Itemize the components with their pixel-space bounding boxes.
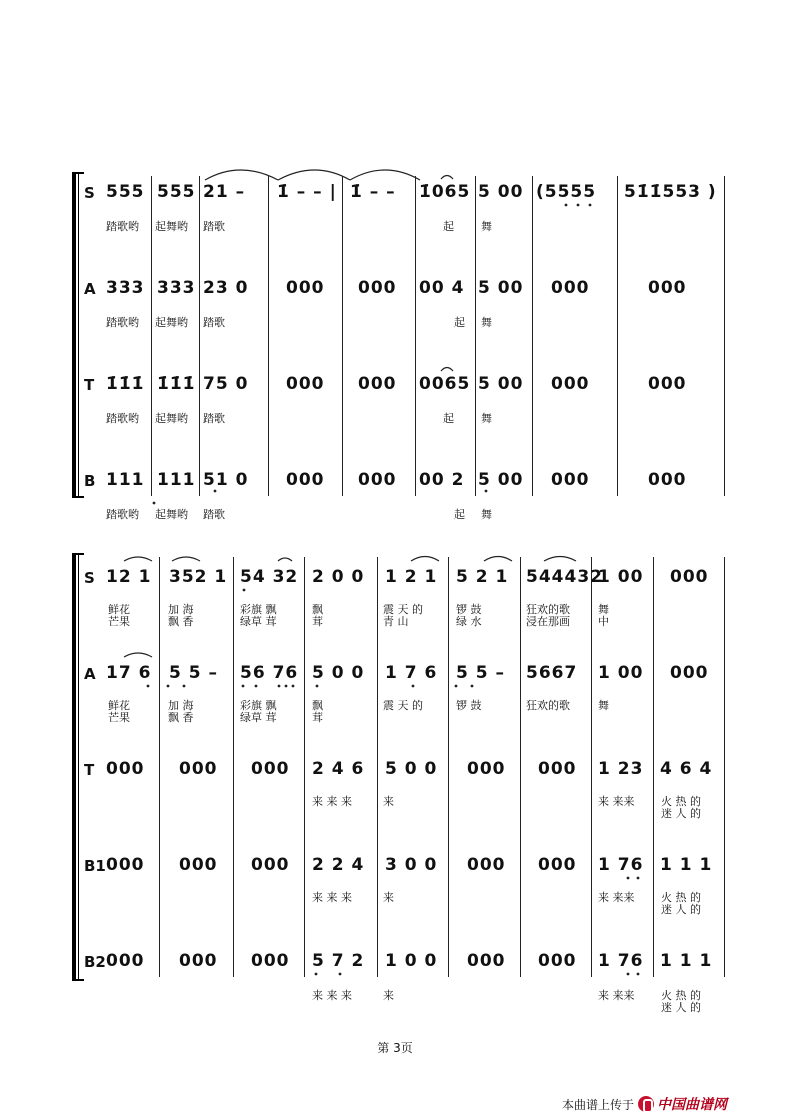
note-measure: 1 76 [598, 951, 644, 971]
lyric: 火 热 的 [661, 795, 701, 808]
note-measure: 000 [551, 374, 590, 394]
note-measure: 1 76 [598, 855, 644, 875]
note-measure: 000 [551, 470, 590, 490]
note-measure: 000 [538, 951, 577, 971]
note-measure: 000 [648, 374, 687, 394]
note-measure: 5 2 1 [456, 567, 509, 587]
note-measure: 000 [179, 855, 218, 875]
note-measure: 17 6 [106, 663, 152, 683]
note-measure: 000 [538, 759, 577, 779]
note-measure: 111 [157, 470, 196, 490]
lyric: 震 天 的 [383, 699, 423, 712]
note-measure: 000 [179, 951, 218, 971]
note-measure: 21 – [203, 182, 246, 202]
lyric: 舞 [481, 316, 492, 329]
lyric: 来 来来 [598, 989, 635, 1002]
note-measure: 5 00 [478, 182, 524, 202]
lyric: 中 [598, 615, 609, 628]
note-measure: 1̇1̇1̇ [157, 374, 196, 394]
note-measure: 5 0 0 [385, 759, 438, 779]
note-measure: 75 0 [203, 374, 249, 394]
brace-bottom [72, 979, 84, 981]
system-brace [72, 172, 76, 498]
lyric: 加 海 [168, 603, 194, 616]
upload-credit-text: 本曲谱上传于 [562, 1097, 635, 1112]
lyric: 舞 [481, 412, 492, 425]
voice-label-s: S [84, 569, 95, 587]
lyric: 来 [383, 989, 394, 1002]
note-measure: 000 [467, 951, 506, 971]
barline [304, 557, 305, 977]
lyric: 舞 [481, 508, 492, 521]
lyric: 踏歌哟 [106, 220, 139, 233]
note-measure: 5 00 [478, 470, 524, 490]
barline [475, 176, 476, 496]
note-measure: 5667 [526, 663, 578, 683]
note-measure: 000 [670, 663, 709, 683]
note-measure: 1 0 0 [385, 951, 438, 971]
lyric: 舞 [598, 603, 609, 616]
lyric: 茸 [312, 615, 323, 628]
note-measure: 1 7 6 [385, 663, 438, 683]
barline [520, 557, 521, 977]
note-measure: 352 1 [169, 567, 228, 587]
barline [653, 557, 654, 977]
site-logo[interactable] [638, 1094, 727, 1114]
note-measure: 000 [106, 759, 145, 779]
note-measure: 1 1 1 [660, 951, 713, 971]
note-measure: 1̇1̇1̇ [106, 374, 145, 394]
lyric: 来 来 来 [312, 989, 352, 1002]
note-measure: 1 1 1 [660, 855, 713, 875]
lyric: 绿草 茸 [240, 615, 277, 628]
note-measure: 000 [286, 278, 325, 298]
note-measure: 000 [106, 855, 145, 875]
lyric: 起舞哟 [155, 508, 188, 521]
lyric: 彩旗 飘 [240, 603, 277, 616]
note-measure: 12 1 [106, 567, 152, 587]
upload-credit [562, 1094, 727, 1114]
note-measure: 000 [551, 278, 590, 298]
system-line [78, 172, 79, 498]
note-measure: 5 5 – [456, 663, 505, 683]
note-measure: 1 2 1 [385, 567, 438, 587]
lyric: 青 山 [383, 615, 409, 628]
lyric: 踏歌哟 [106, 316, 139, 329]
note-measure: 00 4 [419, 278, 465, 298]
lyric: 起舞哟 [155, 220, 188, 233]
system-1 [72, 172, 732, 502]
lyric: 踏歌 [203, 508, 225, 521]
lyric: 迷 人 的 [661, 807, 701, 820]
system-2 [72, 553, 732, 983]
note-measure: 000 [467, 855, 506, 875]
note-measure: 1̇ – – | [277, 182, 337, 202]
brace-top [72, 553, 84, 555]
lyric: 震 天 的 [383, 603, 423, 616]
note-measure: 000 [648, 470, 687, 490]
lyric: 茸 [312, 711, 323, 724]
lyric: 起 [454, 508, 465, 521]
barline [448, 557, 449, 977]
note-measure: 5 00 [478, 278, 524, 298]
note-measure: 000 [286, 374, 325, 394]
voice-label-a: A [84, 665, 96, 683]
lyric: 来 [383, 891, 394, 904]
note-measure: 000 [106, 951, 145, 971]
lyric: 踏歌哟 [106, 508, 139, 521]
page-number: 第 3页 [377, 1041, 413, 1055]
note-measure: 000 [358, 374, 397, 394]
note-measure: 2 2 4 [312, 855, 365, 875]
lyric: 踏歌 [203, 316, 225, 329]
lyric: 彩旗 飘 [240, 699, 277, 712]
note-measure: 000 [670, 567, 709, 587]
barline [268, 176, 269, 496]
site-logo-icon [638, 1096, 654, 1112]
note-measure: 1 00 [598, 663, 644, 683]
lyric: 起 [443, 412, 454, 425]
lyric: 来 来 来 [312, 795, 352, 808]
note-measure: 000 [251, 951, 290, 971]
note-measure: 000 [538, 855, 577, 875]
note-measure: 51̇1̇553 ) [624, 182, 717, 202]
note-measure: 3 0 0 [385, 855, 438, 875]
note-measure: 000 [467, 759, 506, 779]
lyric: 来 来 来 [312, 891, 352, 904]
brace-top [72, 172, 84, 174]
lyric: 芒果 [108, 615, 130, 628]
lyric: 飘 香 [168, 711, 194, 724]
lyric: 绿 水 [456, 615, 482, 628]
lyric: 舞 [481, 220, 492, 233]
lyric: 狂欢的歌 [526, 699, 570, 712]
voice-label-b: B [84, 472, 96, 490]
note-measure: 333 [157, 278, 196, 298]
note-measure: 23 0 [203, 278, 249, 298]
lyric: 踏歌哟 [106, 412, 139, 425]
barline [415, 176, 416, 496]
voice-label-a: A [84, 280, 96, 298]
barline [159, 557, 160, 977]
lyric: 鲜花 [108, 699, 130, 712]
note-measure: 1̇ – – [350, 182, 396, 202]
lyric: 鲜花 [108, 603, 130, 616]
lyric: 来 来来 [598, 795, 635, 808]
lyric: 锣 鼓 [456, 699, 482, 712]
site-logo-text: 中国曲谱网 [657, 1097, 728, 1113]
note-measure: 000 [179, 759, 218, 779]
note-measure: 1 23 [598, 759, 644, 779]
lyric: 起舞哟 [155, 316, 188, 329]
note-measure: 54 32 [240, 567, 299, 587]
barline [724, 176, 725, 496]
lyric: 飘 [312, 603, 323, 616]
lyric: 起 [443, 220, 454, 233]
lyric: 加 海 [168, 699, 194, 712]
note-measure: 5 7 2 [312, 951, 365, 971]
note-measure: 555 [106, 182, 145, 202]
note-measure: 000 [286, 470, 325, 490]
barline [617, 176, 618, 496]
note-measure: 333 [106, 278, 145, 298]
barline [532, 176, 533, 496]
note-measure: 1 00 [598, 567, 644, 587]
lyric: 狂欢的歌 [526, 603, 570, 616]
note-measure: 5 5 – [169, 663, 218, 683]
lyric: 迷 人 的 [661, 1001, 701, 1014]
note-measure: 000 [358, 278, 397, 298]
lyric: 来 来来 [598, 891, 635, 904]
system-line [78, 553, 79, 981]
lyric: 火 热 的 [661, 989, 701, 1002]
voice-label-b1: B1 [84, 857, 106, 875]
note-measure: 56 76 [240, 663, 299, 683]
lyric: 飘 香 [168, 615, 194, 628]
note-measure: 000 [251, 759, 290, 779]
lyric: 迷 人 的 [661, 903, 701, 916]
lyric: 起 [454, 316, 465, 329]
note-measure: 5 0 0 [312, 663, 365, 683]
note-measure: 000 [251, 855, 290, 875]
lyric: 舞 [598, 699, 609, 712]
system-brace [72, 553, 76, 981]
lyric: 来 [383, 795, 394, 808]
note-measure: 000 [358, 470, 397, 490]
note-measure: 555 [157, 182, 196, 202]
lyric: 绿草 茸 [240, 711, 277, 724]
note-measure: 2 0 0 [312, 567, 365, 587]
lyric: 踏歌 [203, 412, 225, 425]
barline [342, 176, 343, 496]
voice-label-t: T [84, 761, 95, 779]
lyric: 起舞哟 [155, 412, 188, 425]
lyric: 浸在那画 [526, 615, 570, 628]
barline [151, 176, 152, 496]
note-measure: 1̇065 [419, 182, 471, 202]
brace-bottom [72, 496, 84, 498]
note-measure: 0065 [419, 374, 471, 394]
barline [724, 557, 725, 977]
note-measure: 00 2 [419, 470, 465, 490]
voice-label-t: T [84, 376, 95, 394]
note-measure: 51 0 [203, 470, 249, 490]
voice-label-b2: B2 [84, 953, 106, 971]
barline [377, 557, 378, 977]
lyric: 飘 [312, 699, 323, 712]
barline [199, 176, 200, 496]
note-measure: 2 4 6 [312, 759, 365, 779]
note-measure: 5 00 [478, 374, 524, 394]
lyric: 踏歌 [203, 220, 225, 233]
note-measure: 4 6 4 [660, 759, 713, 779]
lyric: 芒果 [108, 711, 130, 724]
lyric: 火 热 的 [661, 891, 701, 904]
lyric: 锣 鼓 [456, 603, 482, 616]
note-measure: (5555 [536, 182, 597, 202]
note-measure: 111 [106, 470, 145, 490]
note-measure: 544432 [526, 567, 603, 587]
barline [591, 557, 592, 977]
voice-label-s: S [84, 184, 95, 202]
note-measure: 000 [648, 278, 687, 298]
barline [233, 557, 234, 977]
